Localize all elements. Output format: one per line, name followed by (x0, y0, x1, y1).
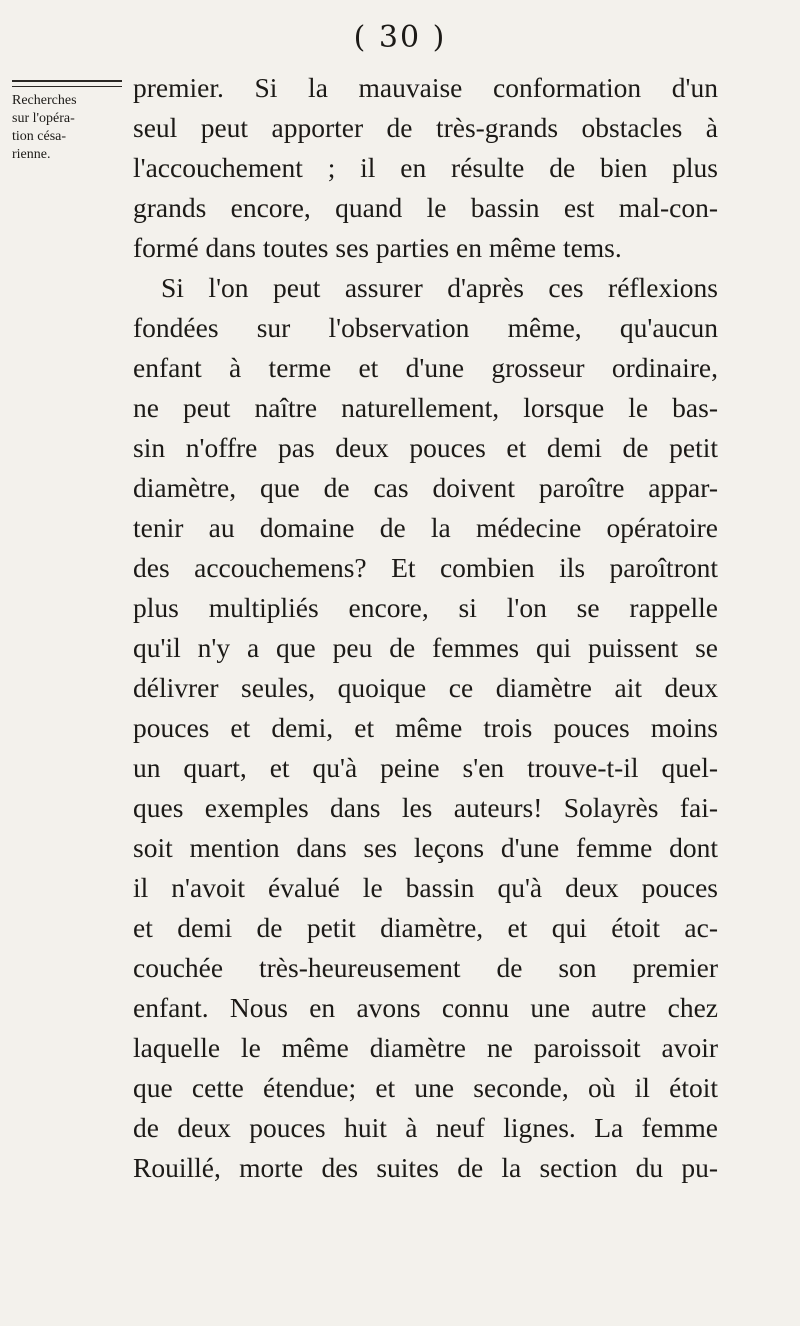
text-line: que cette étendue; et une seconde, où il étoit (133, 1072, 718, 1103)
text-line: couchée très-heureusement de son premier (133, 952, 718, 983)
margin-note-line: sur l'opéra- (12, 111, 75, 126)
text-line: il n'avoit évalué le bassin qu'à deux pouces (133, 872, 718, 903)
text-line: ques exemples dans les auteurs! Solayrès fai- (133, 792, 718, 823)
text-line: de deux pouces huit à neuf lignes. La femme (133, 1112, 718, 1143)
text-line: laquelle le même diamètre ne paroissoit avoir (133, 1032, 718, 1063)
text-line: fondées sur l'observation même, qu'aucun (133, 312, 718, 343)
text-line: premier. Si la mauvaise conformation d'un (133, 72, 718, 103)
text-line: Si l'on peut assurer d'après ces réflexions (161, 272, 718, 303)
text-line: ne peut naître naturellement, lorsque le bas- (133, 392, 718, 423)
text-line: enfant. Nous en avons connu une autre chez (133, 992, 718, 1023)
text-line: Rouillé, morte des suites de la section du pu- (133, 1152, 718, 1183)
text-line: sin n'offre pas deux pouces et demi de petit (133, 432, 718, 463)
text-line: seul peut apporter de très-grands obstacles à (133, 112, 718, 143)
text-line: des accouchemens? Et combien ils paroîtront (133, 552, 718, 583)
text-line: plus multipliés encore, si l'on se rappelle (133, 592, 718, 623)
margin-note (12, 92, 130, 164)
text-line: formé dans toutes ses parties en même tems. (133, 232, 622, 263)
text-line: l'accouchement ; il en résulte de bien plus (133, 152, 718, 183)
body-text (133, 68, 718, 1188)
text-line: diamètre, que de cas doivent paroître appar- (133, 472, 718, 503)
margin-note-line: Recherches (12, 93, 77, 108)
page-number: ( 30 ) (353, 20, 447, 55)
margin-note-line: tion césa- (12, 129, 67, 144)
text-line: délivrer seules, quoique ce diamètre ait deux (133, 672, 718, 703)
text-line: soit mention dans ses leçons d'une femme dont (133, 832, 718, 863)
text-line: tenir au domaine de la médecine opératoire (133, 512, 718, 543)
margin-rule-thin (12, 86, 122, 87)
margin-rule (12, 80, 122, 82)
text-line: un quart, et qu'à peine s'en trouve-t-il quel- (133, 752, 718, 783)
text-line: et demi de petit diamètre, et qui étoit ac- (133, 912, 718, 943)
text-line: grands encore, quand le bassin est mal-con- (133, 192, 718, 223)
margin-note-line: rienne. (12, 147, 51, 162)
text-line: pouces et demi, et même trois pouces moins (133, 712, 718, 743)
text-line: qu'il n'y a que peu de femmes qui puissent se (133, 632, 718, 663)
text-line: enfant à terme et d'une grosseur ordinaire, (133, 352, 718, 383)
